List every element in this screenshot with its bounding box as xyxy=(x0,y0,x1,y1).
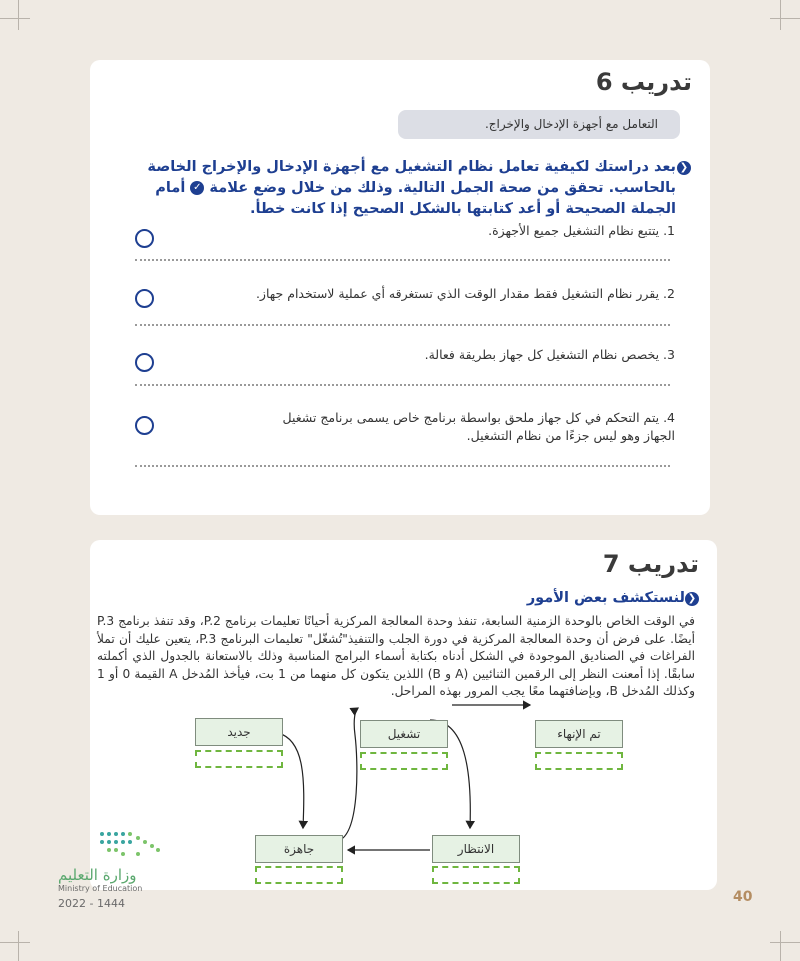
crop-mark xyxy=(0,942,30,943)
instruction-text-part2: أمام الجملة الصحيحة أو أعد كتابتها بالشكل الصحيح إذا كانت خطأ. xyxy=(155,180,676,217)
crop-mark xyxy=(780,0,781,30)
exercise-6-topic: التعامل مع أجهزة الإدخال والإخراج. xyxy=(398,110,680,139)
chevron-left-icon: ❮ xyxy=(685,592,699,606)
answer-line-2[interactable] xyxy=(135,324,670,326)
crop-mark xyxy=(770,18,800,19)
answer-line-4[interactable] xyxy=(135,465,670,467)
arrow-new-to-ready xyxy=(278,733,304,828)
answer-box-terminated[interactable] xyxy=(535,752,623,770)
ministry-name-arabic: وزارة التعليم xyxy=(58,866,137,884)
state-waiting: الانتظار xyxy=(432,835,520,863)
exercise-7-card xyxy=(90,540,717,890)
exercise-7-subtitle: لنستكشف بعض الأمور xyxy=(526,590,685,606)
ministry-logo-icon xyxy=(98,830,164,862)
ministry-name-english: Ministry of Education xyxy=(58,884,143,893)
state-ready: جاهزة xyxy=(255,835,343,863)
answer-box-ready[interactable] xyxy=(255,866,343,884)
exercise-6-card xyxy=(90,60,710,515)
instruction-text-part1: بعد دراستك لكيفية تعامل نظام التشغيل مع أجهزة الإدخال والإخراج الخاصة بالحاسب. تحقق من صحة الجمل التالية. وذلك من خلال وضع علامة xyxy=(147,159,676,196)
answer-circle-3[interactable] xyxy=(135,353,154,372)
answer-box-running[interactable] xyxy=(360,752,448,770)
exercise-7-title: تدريب 7 xyxy=(602,550,699,578)
crop-mark xyxy=(0,18,30,19)
statement-1: 1. يتتبع نظام التشغيل جميع الأجهزة. xyxy=(488,223,675,238)
chevron-left-icon: ❮ xyxy=(677,161,691,175)
check-icon: ✓ xyxy=(190,181,204,195)
answer-circle-2[interactable] xyxy=(135,289,154,308)
answer-box-waiting[interactable] xyxy=(432,866,520,884)
answer-circle-4[interactable] xyxy=(135,416,154,435)
answer-box-new[interactable] xyxy=(195,750,283,768)
crop-mark xyxy=(18,0,19,30)
answer-line-3[interactable] xyxy=(135,384,670,386)
process-state-diagram xyxy=(90,540,717,890)
exercise-6-instruction xyxy=(114,157,676,220)
crop-mark xyxy=(770,942,800,943)
exercise-7-paragraph: في الوقت الخاص بالوحدة الزمنية السابعة، تنفذ وحدة المعالجة المركزية أحيانًا تعليمات برنامج P.2، وقد تنفذ برنامج P.3 أيضًا. على فرض أن وحدة المعالجة المركزية في دورة الجلب والتنفيذ"تُشغّل" تعليمات البرنامج P.3، يتعين عليك أن تملأ الفراغات في الصناديق الموجودة في الشكل أدناه بكتابة أسماء البرامج المناسبة وذلك بالاستعانة بالجدول الذي أكملته سابقًا. إذا أمعنت النظر إلى الرقمين الثنائيين (A و B) اللذين يتكون كل منهما من 1 بت، فيأخذ المُدخل A القيمة 0 أو 1 وكذلك المُدخل B، وبإضافتهما معًا يجب المرور بهذه المراحل. xyxy=(97,614,696,698)
statement-3: 3. يخصص نظام التشغيل كل جهاز بطريقة فعالة. xyxy=(424,347,675,362)
answer-line-1[interactable] xyxy=(135,259,670,261)
arrow-ready-to-running xyxy=(340,708,358,840)
exercise-6-title: تدريب 6 xyxy=(595,68,692,96)
state-running: تشغيل xyxy=(360,720,448,748)
page-number: 40 xyxy=(733,889,753,905)
state-terminated: تم الإنهاء xyxy=(535,720,623,748)
crop-mark xyxy=(18,931,19,961)
statement-4: 4. يتم التحكم في كل جهاز ملحق بواسطة برنامج خاص يسمى برنامج تشغيل الجهاز وهو ليس جزءًا من نظام التشغيل. xyxy=(282,410,675,443)
answer-circle-1[interactable] xyxy=(135,229,154,248)
crop-mark xyxy=(780,931,781,961)
statement-2: 2. يقرر نظام التشغيل فقط مقدار الوقت الذي تستغرقه أي عملية لاستخدام جهاز. xyxy=(255,286,675,301)
edition-year: 2022 - 1444 xyxy=(58,897,125,910)
state-new: جديد xyxy=(195,718,283,746)
